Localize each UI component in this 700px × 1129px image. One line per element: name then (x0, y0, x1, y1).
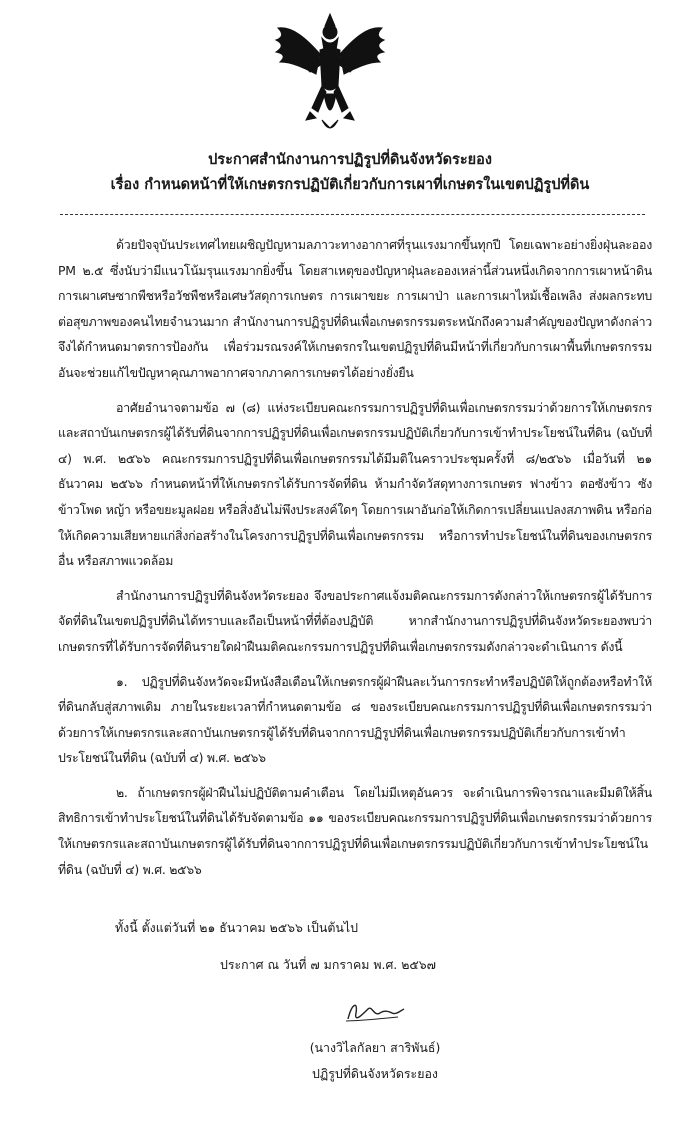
announcement-date-line: ประกาศ ณ วันที่ ๗ มกราคม พ.ศ. ๒๕๖๗ (220, 957, 436, 972)
signer-name: (นางวิไลกัลยา สาริพันธ์) (309, 1040, 441, 1055)
announcement-subject: เรื่อง กำหนดหน้าที่ให้เกษตรกรปฏิบัติเกี่ยวกับการเผาที่เกษตรในเขตปฏิรูปที่ดิน (110, 177, 590, 193)
paragraph-background: ด้วยปัจจุบันประเทศไทยเผชิญปัญหามลภาวะทางอากาศที่รุนแรงมากขึ้นทุกปี โดยเฉพาะอย่างยิ่งฝุ่นละออง PM ๒.๕ ซึ่งนับว่ามีแนวโน้มรุนแรงมากยิ่งขึ้น โดยสาเหตุของปัญหาฝุ่นละอองเหล่านี้ส่วนหนึ่งเกิดจากการเผาหน้าดิน การเผาเศษซากพืชหรือวัชพืชหรือเศษวัสดุการเกษตร การเผาขยะ การเผาป่า และการเผาไหม้เชื้อเพลิง ส่งผลกระทบต่อสุขภาพของคนไทยจำนวนมาก สำนักงานการปฏิรูปที่ดินเพื่อเกษตรกรรมตระหนักถึงความสำคัญของปัญหาดังกล่าว จึงได้กำหนดมาตรการป้องกัน เพื่อร่วมรณรงค์ให้เกษตรกรในเขตปฏิรูปที่ดินมีหน้าที่เกี่ยวกับการเผาพื้นที่เกษตรกรรม อันจะช่วยแก้ไขปัญหาคุณภาพอากาศจากภาคการเกษตรได้อย่างยั่งยืน (58, 237, 652, 380)
paragraph-measure-1: ๑. ปฏิรูปที่ดินจังหวัดจะมีหนังสือเตือนให้เกษตรกรผู้ฝ่าฝืนละเว้นการกระทำหรือปฏิบัติให้ถูกต้องหรือทำให้ที่ดินกลับสู่สภาพเดิม ภายในระยะเวลาที่กำหนดตามข้อ ๘ ของระเบียบคณะกรรมการปฏิรูปที่ดินเพื่อเกษตรกรรมว่าด้วยการให้เกษตรกรและสถาบันเกษตรกรผู้ได้รับที่ดินจากการปฏิรูปที่ดินเพื่อเกษตรกรรมปฏิบัติเกี่ยวกับการเข้าทำประโยชน์ในที่ดิน (ฉบับที่ ๔) พ.ศ. ๒๕๖๖ (58, 673, 652, 766)
paragraph-authority: อาศัยอำนาจตามข้อ ๗ (๘) แห่งระเบียบคณะกรรมการปฏิรูปที่ดินเพื่อเกษตรกรรมว่าด้วยการให้เกษตรกรและสถาบันเกษตรกรผู้ได้รับที่ดินจากการปฏิรูปที่ดินเพื่อเกษตรกรรมปฏิบัติเกี่ยวกับการเข้าทำประโยชน์ในที่ดิน (ฉบับที่ ๔) พ.ศ. ๒๕๖๖ คณะกรรมการปฏิรูปที่ดินเพื่อเกษตรกรรมได้มีมติในคราวประชุมครั้งที่ ๘/๒๕๖๖ เมื่อวันที่ ๒๑ ธันวาคม ๒๕๖๖ กำหนดหน้าที่ให้เกษตรกรได้รับการจัดที่ดิน ห้ามกำจัดวัสดุทางการเกษตร ฟางข้าว ตอซังข้าว ซังข้าวโพด หญ้า หรือขยะมูลฝอย หรือสิ่งอันไม่พึงประสงค์ใดๆ โดยการเผาอันก่อให้เกิดการเปลี่ยนแปลงสภาพดิน หรือก่อให้เกิดความเสียหายแก่สิ่งก่อสร้างในโครงการปฏิรูปที่ดินเพื่อเกษตรกรรม หรือการทำประโยชน์ในที่ดินของเกษตรกรอื่น หรือสภาพแวดล้อม (58, 399, 652, 569)
header-divider (60, 214, 645, 215)
signer-block (290, 1035, 460, 1087)
announcement-body (58, 232, 652, 886)
paragraph-notice: สำนักงานการปฏิรูปที่ดินจังหวัดระยอง จึงขอประกาศแจ้งมติคณะกรรมการดังกล่าวให้เกษตรกรผู้ได้รับการจัดที่ดินในเขตปฏิรูปที่ดินได้ทราบและถือเป็นหน้าที่ที่ต้องปฏิบัติ หากสำนักงานการปฏิรูปที่ดินจังหวัดระยองพบว่าเกษตรกรที่ได้รับการจัดที่ดินรายใดฝ่าฝืนมติคณะกรรมการปฏิรูปที่ดินเพื่อเกษตรกรรมดังกล่าวจะดำเนินการ ดังนี้ (58, 587, 652, 654)
garuda-emblem-icon (270, 8, 390, 138)
signer-title: ปฏิรูปที่ดินจังหวัดระยอง (312, 1066, 438, 1081)
announcement-header (60, 148, 640, 198)
effective-date-line: ทั้งนี้ ตั้งแต่วันที่ ๒๑ ธันวาคม ๒๕๖๖ เป็นต้นไป (115, 920, 359, 935)
announcement-title: ประกาศสำนักงานการปฏิรูปที่ดินจังหวัดระยอง (208, 152, 492, 168)
signature-icon (338, 995, 408, 1029)
paragraph-measure-2: ๒. ถ้าเกษตรกรผู้ฝ่าฝืนไม่ปฏิบัติตามคำเตือน โดยไม่มีเหตุอันควร จะดำเนินการพิจารณาและมีมติให้สิ้นสิทธิการเข้าทำประโยชน์ในที่ดินได้รับจัดตามข้อ ๑๑ ของระเบียบคณะกรรมการปฏิรูปที่ดินเพื่อเกษตรกรรมว่าด้วยการให้เกษตรกรและสถาบันเกษตรกรผู้ได้รับที่ดินจากการปฏิรูปที่ดินเพื่อเกษตรกรรมปฏิบัติเกี่ยวกับการเข้าทำประโยชน์ในที่ดิน (ฉบับที่ ๔) พ.ศ. ๒๕๖๖ (58, 784, 652, 877)
